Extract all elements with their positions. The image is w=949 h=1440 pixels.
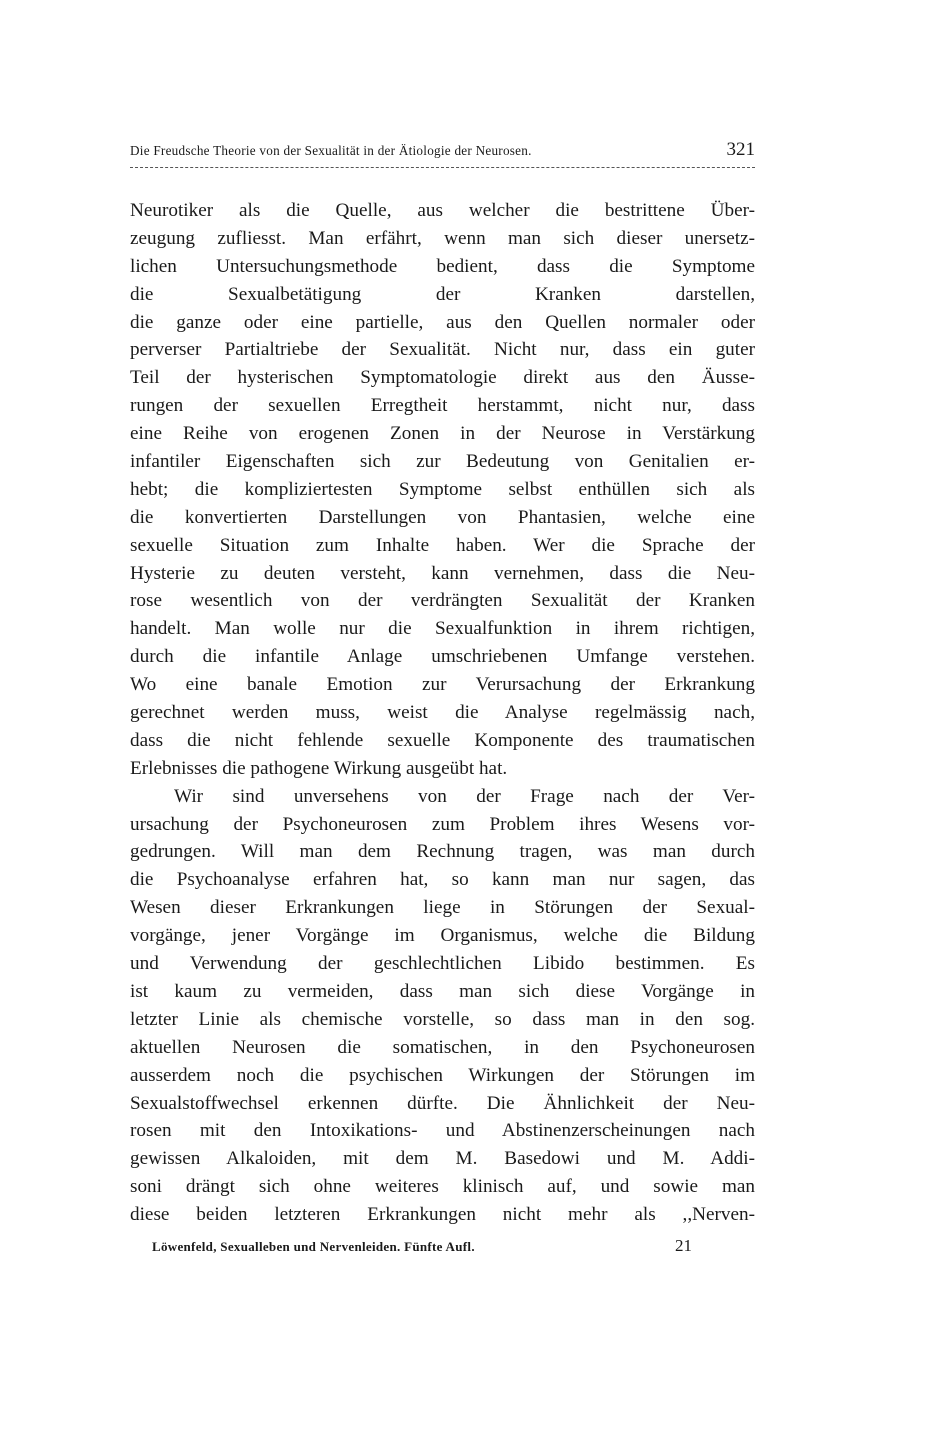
text-line: infantiler Eigenschaften sich zur Bedeutung von Genitalien er- bbox=[130, 451, 755, 473]
text-line: Wir sind unversehens von der Frage nach der Ver- bbox=[174, 785, 755, 807]
text-line: letzter Linie als chemische vorstelle, so dass man in den sog. bbox=[130, 1008, 755, 1030]
text-line: die Psychoanalyse erfahren hat, so kann man nur sagen, das bbox=[130, 869, 755, 891]
text-line: rose wesentlich von der verdrängten Sexualität der Kranken bbox=[130, 590, 755, 612]
text-line: und Verwendung der geschlechtlichen Libido bestimmen. Es bbox=[130, 953, 755, 975]
text-line: perverser Partialtriebe der Sexualität. Nicht nur, dass ein guter bbox=[130, 339, 755, 361]
text-line: zeugung zufliesst. Man erfährt, wenn man sich dieser unersetz- bbox=[130, 227, 755, 249]
book-signature-line: Löwenfeld, Sexualleben und Nervenleiden. Fünfte Aufl. bbox=[152, 1239, 475, 1254]
sheet-signature: 21 bbox=[675, 1236, 692, 1255]
text-line: ist kaum zu vermeiden, dass man sich diese Vorgänge in bbox=[130, 980, 755, 1002]
text-line: Erlebnisses die pathogene Wirkung ausgeübt hat. bbox=[130, 757, 508, 779]
text-line: die ganze oder eine partielle, aus den Quellen normaler oder bbox=[130, 311, 755, 333]
text-line: Wo eine banale Emotion zur Verursachung der Erkrankung bbox=[130, 674, 755, 696]
header-rule bbox=[130, 167, 755, 168]
text-line: diese beiden letzteren Erkrankungen nicht mehr als ,,Nerven- bbox=[130, 1204, 755, 1226]
text-line: die Sexualbetätigung der Kranken darstellen, bbox=[130, 283, 755, 305]
body-text bbox=[130, 197, 755, 1229]
text-line: ausserdem noch die psychischen Wirkungen der Störungen im bbox=[130, 1064, 755, 1086]
text-line: rosen mit den Intoxikations- und Abstinenzerscheinungen nach bbox=[130, 1120, 755, 1142]
text-line: gedrungen. Will man dem Rechnung tragen, was man durch bbox=[130, 841, 755, 863]
running-head bbox=[130, 139, 755, 160]
text-line: eine Reihe von erogenen Zonen in der Neurose in Verstärkung bbox=[130, 423, 755, 445]
text-line: ursachung der Psychoneurosen zum Problem ihres Wesens vor- bbox=[130, 813, 755, 835]
text-line: Neurotiker als die Quelle, aus welcher die bestrittene Über- bbox=[130, 200, 755, 221]
text-line: Sexualstoffwechsel erkennen dürfte. Die Ähnlichkeit der Neu- bbox=[130, 1092, 755, 1114]
running-title: Die Freudsche Theorie von der Sexualität in der Ätiologie der Neurosen. bbox=[130, 143, 532, 158]
page-number: 321 bbox=[726, 139, 755, 160]
text-line: gerechnet werden muss, weist die Analyse regelmässig nach, bbox=[130, 702, 755, 724]
text-line: Teil der hysterischen Symptomatologie direkt aus den Äusse- bbox=[130, 367, 755, 389]
page-footer bbox=[152, 1236, 692, 1255]
text-line: aktuellen Neurosen die somatischen, in den Psychoneurosen bbox=[130, 1036, 755, 1058]
text-line: sexuelle Situation zum Inhalte haben. Wer die Sprache der bbox=[130, 534, 755, 556]
text-line: Hysterie zu deuten versteht, kann vernehmen, dass die Neu- bbox=[130, 562, 755, 584]
text-line: dass die nicht fehlende sexuelle Komponente des traumatischen bbox=[130, 729, 755, 751]
text-line: die konvertierten Darstellungen von Phantasien, welche eine bbox=[130, 506, 755, 528]
text-line: handelt. Man wolle nur die Sexualfunktion in ihrem richtigen, bbox=[130, 618, 755, 640]
text-line: hebt; die kompliziertesten Symptome selbst enthüllen sich als bbox=[130, 478, 755, 500]
text-line: lichen Untersuchungsmethode bedient, dass die Symptome bbox=[130, 255, 755, 277]
text-line: rungen der sexuellen Erregtheit herstammt, nicht nur, dass bbox=[130, 395, 755, 417]
text-line: soni drängt sich ohne weiteres klinisch auf, und sowie man bbox=[130, 1176, 755, 1198]
text-line: Wesen dieser Erkrankungen liege in Störungen der Sexual- bbox=[130, 897, 755, 919]
text-line: gewissen Alkaloiden, mit dem M. Basedowi und M. Addi- bbox=[130, 1148, 755, 1170]
text-line: durch die infantile Anlage umschriebenen Umfange verstehen. bbox=[130, 646, 755, 668]
text-line: vorgänge, jener Vorgänge im Organismus, welche die Bildung bbox=[130, 925, 755, 947]
